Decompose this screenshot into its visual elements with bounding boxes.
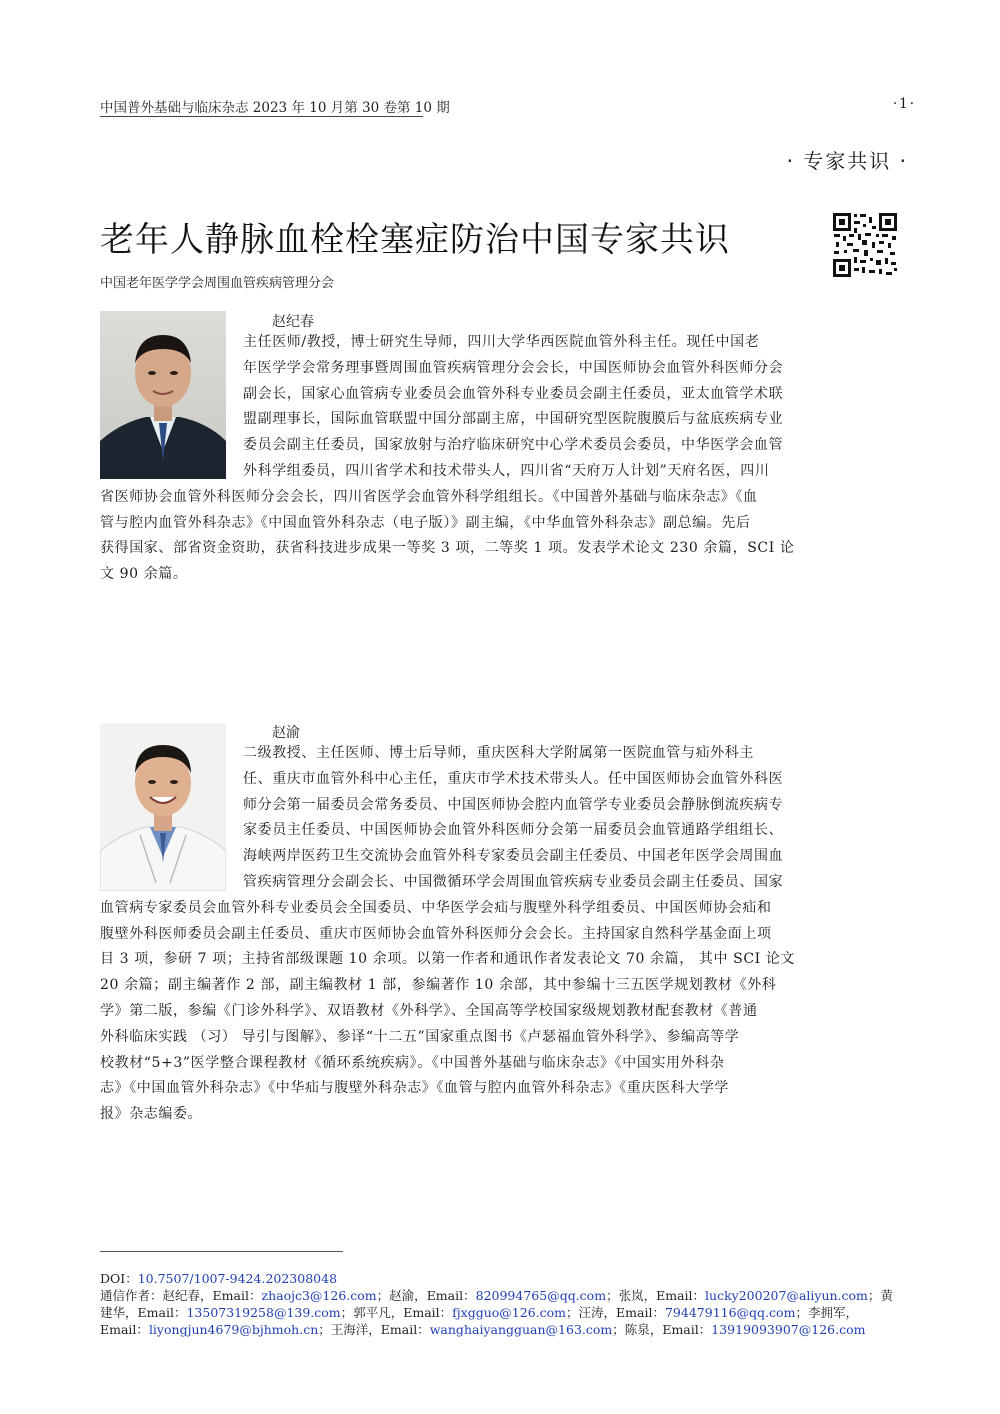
section-label: · 专家共识 ·: [786, 149, 908, 173]
organization: 中国老年医学学会周围血管疾病管理分会: [100, 276, 335, 291]
contact-name: 赵纪春: [162, 1288, 201, 1303]
bio-line: 主任医师/教授，博士研究生导师，四川大学华西医院血管外科主任。现任中国老: [243, 334, 760, 350]
bio-line: 管疾病管理分会副会长、中国微循环学会周围血管疾病专业委员会副主任委员、国家: [243, 873, 784, 890]
contact-row: Email：liyongjun4679@bjhmoh.cn；王海洋，Email：wanghaiyangguan@163.com；陈泉，Email：13919093907@126.com: [100, 1322, 866, 1337]
footnote-rule: [100, 1251, 343, 1252]
journal-header: 中国普外基础与临床杂志 2023 年 10 月第 30 卷第 10 期: [100, 100, 450, 116]
bio-line: 学》第二版，参编《门诊外科学》、双语教材《外科学》、全国高等学校国家级规划教材配套教材《普通: [100, 1002, 758, 1019]
email-link[interactable]: lucky200207@aliyun.com: [705, 1288, 868, 1303]
author-name: 赵渝: [272, 725, 300, 741]
article-title: 老年人静脉血栓栓塞症防治中国专家共识: [100, 220, 730, 260]
doi-link[interactable]: 10.7507/1007-9424.202308048: [137, 1271, 338, 1286]
bio-line: 腹壁外科医师委员会副主任委员、重庆市医师协会血管外科医师分会会长。主持国家自然科学基金面上项: [100, 925, 772, 942]
bio-line: 获得国家、部省资金资助，获省科技进步成果一等奖 3 项，二等奖 1 项。发表学术论文 230 余篇，SCI 论: [100, 540, 795, 557]
bio-line: 年医学学会常务理事暨周围血管疾病管理分会会长，中国医师协会血管外科医师分会: [243, 359, 784, 376]
contact-name-part: 黄: [880, 1288, 893, 1303]
email-link[interactable]: 13507319258@139.com: [186, 1305, 341, 1320]
doi-label: DOI：: [100, 1271, 138, 1286]
bio-line: 海峡两岸医药卫生交流协会血管外科专家委员会副主任委员、中国老年医学会周围血: [243, 848, 784, 865]
bio-line: 外科临床实践 （习） 导引与图解》、参译“十二五”国家重点图书《卢瑟福血管外科学》、参编高等学: [100, 1028, 740, 1045]
email-link[interactable]: 13919093907@126.com: [711, 1322, 866, 1337]
bio-line: 目 3 项，参研 7 项；主持省部级课题 10 余项。以第一作者和通讯作者发表论文 70 余篇， 其中 SCI 论文: [100, 951, 796, 968]
bio-line: 二级教授、主任医师、博士后导师，重庆医科大学附属第一医院血管与疝外科主: [243, 745, 754, 761]
contact-name-part: 建华: [100, 1305, 126, 1320]
contact-name: 李拥军: [807, 1305, 846, 1320]
author-bio: [100, 741, 845, 1128]
email-link[interactable]: 820994765@qq.com: [475, 1288, 607, 1303]
contact-name: 赵渝: [389, 1288, 415, 1303]
bio-line: 外科学组委员，四川省学术和技术带头人，四川省“天府万人计划”天府名医，四川: [243, 462, 770, 479]
doi-row: [100, 1270, 860, 1287]
bio-line: 师分会第一届委员会常务委员、中国医师协会腔内血管学专业委员会静脉倒流疾病专: [243, 796, 784, 813]
bio-line: 盟副理事长，国际血管联盟中国分部副主席，中国研究型医院腹膜后与盆底疾病专业: [243, 411, 784, 428]
bio-line: 家委员主任委员、中国医师协会血管外科医师分会第一届委员会血管通路学组组长、: [243, 822, 784, 839]
contact-name: 王海洋: [330, 1322, 369, 1337]
email-link[interactable]: fjxgguo@126.com: [452, 1305, 566, 1320]
bio-line: 报》杂志编委。: [100, 1106, 203, 1123]
contact-name: 陈泉: [624, 1322, 650, 1337]
bio-line: 血管病专家委员会血管外科专业委员会全国委员、中华医学会疝与腹壁外科学组委员、中国医师协会疝和: [100, 899, 772, 916]
bio-line: 志》《中国血管外科杂志》《中华疝与腹壁外科杂志》《血管与腔内血管外科杂志》《重庆医科大学学: [100, 1080, 729, 1097]
bio-line: 委员会副主任委员，国家放射与治疗临床研究中心学术委员会委员，中华医学会血管: [243, 437, 784, 454]
contact-name: 汪涛: [578, 1305, 604, 1320]
contact-name: 张岚: [618, 1288, 644, 1303]
bio-line: 副会长，国家心血管病专业委员会血管外科专业委员会副主任委员，亚太血管学术联: [243, 385, 784, 402]
contact-row: 通信作者：赵纪春，Email：zhaojc3@126.com；赵渝，Email：820994765@qq.com；张岚，Email：lucky200207@aliyun.com；黄: [100, 1288, 893, 1303]
corr-label: 通信作者：: [100, 1288, 163, 1303]
email-link[interactable]: 794479116@qq.com: [664, 1305, 796, 1320]
bio-line: 20 余篇；副主编著作 2 部，副主编教材 1 部，参编著作 10 余部，其中参编十三五医学规划教材《外科: [100, 977, 777, 994]
contact-name: 郭平凡: [353, 1305, 391, 1320]
qr-code-icon: [832, 212, 898, 278]
header-rule: [100, 116, 423, 117]
page-number: ·1·: [892, 96, 916, 112]
bio-line: 任、重庆市血管外科中心主任，重庆市学术技术带头人。任中国医师协会血管外科医: [243, 770, 784, 787]
author-name: 赵纪春: [272, 314, 314, 330]
bio-line: 管与腔内血管外科杂志》《中国血管外科杂志（电子版）》副主编，《中华血管外科杂志》副总编。先后: [100, 514, 751, 531]
email-link[interactable]: liyongjun4679@bjhmoh.cn: [148, 1322, 319, 1337]
email-link[interactable]: zhaojc3@126.com: [261, 1288, 377, 1303]
contact-row: 建华，Email：13507319258@139.com；郭平凡，Email：fjxgguo@126.com；汪涛，Email：794479116@qq.com；李拥军，: [100, 1305, 858, 1320]
footnote: [100, 1270, 893, 1338]
bio-line: 校教材“5+3”医学整合课程教材《循环系统疾病》。《中国普外基础与临床杂志》《中国实用外科杂: [100, 1054, 725, 1071]
bio-line: 文 90 余篇。: [100, 566, 188, 583]
author-bio: [100, 330, 845, 588]
bio-line: 省医师协会血管外科医师分会会长，四川省医学会血管外科学组组长。《中国普外基础与临床杂志》《血: [100, 488, 758, 505]
email-link[interactable]: wanghaiyangguan@163.com: [429, 1322, 613, 1337]
